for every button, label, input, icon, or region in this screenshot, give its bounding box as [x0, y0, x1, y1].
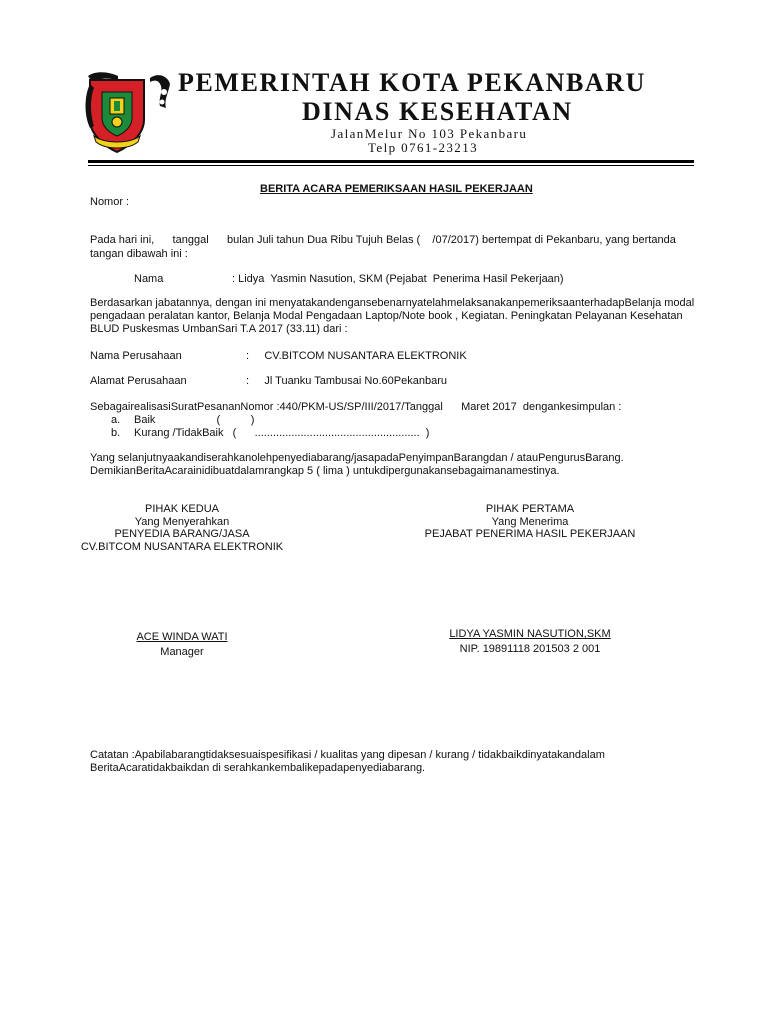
nama-label: Nama: [134, 273, 164, 285]
nomor-label: Nomor :: [90, 196, 130, 208]
alamat-label: Alamat Perusahaan: [90, 375, 187, 387]
alamat-value: : Jl Tuanku Tambusai No.60Pekanbaru: [246, 375, 447, 387]
option-b-mark: b.: [111, 427, 121, 439]
letterhead-phone: Telp 0761-23213: [368, 140, 478, 155]
option-a-mark: a.: [111, 414, 121, 426]
pekanbaru-crest-icon: [84, 70, 174, 154]
perusahaan-value: : CV.BITCOM NUSANTARA ELEKTRONIK: [246, 350, 467, 362]
intro-line-1: Pada hari ini, tanggal bulan Juli tahun Dua Ribu Tujuh Belas ( /07/2017) bertempat di Pekanbaru, yang bertanda: [90, 234, 676, 246]
perusahaan-label: Nama Perusahaan: [90, 350, 182, 362]
option-a-text: Baik ( ): [134, 414, 255, 426]
left-sign-heading: PIHAK KEDUA: [145, 503, 219, 515]
right-sign-nip: NIP. 19891118 201503 2 001: [459, 643, 601, 655]
basis-line-3: BLUD Puskesmas UmbanSari T.A 2017 (33.11) dari :: [90, 323, 348, 335]
nama-value: : Lidya Yasmin Nasution, SKM (Pejabat Penerima Hasil Pekerjaan): [232, 273, 564, 285]
left-sign-party: PENYEDIA BARANG/JASA: [114, 528, 250, 540]
left-sign-position: Manager: [160, 646, 204, 658]
left-sign-role: Yang Menyerahkan: [134, 516, 230, 528]
basis-line-2: pengadaan peralatan kantor, Belanja Modal Pengadaan Laptop/Note book , Kegiatan. Peningkatan Pelayanan Kesehatan: [90, 310, 683, 322]
letterhead-rule: [88, 160, 694, 163]
left-sign-company: CV.BITCOM NUSANTARA ELEKTRONIK: [80, 541, 284, 553]
note-line-1: Catatan :Apabilabarangtidaksesuaispesifikasi / kualitas yang dipesan / kurang / tidakbaikdinyatakandalam: [90, 749, 605, 761]
right-sign-heading: PIHAK PERTAMA: [485, 503, 575, 515]
letterhead-address: JalanMelur No 103 Pekanbaru: [331, 126, 528, 141]
handover-line-2: DemikianBeritaAcarainidibuatdalamrangkap 5 ( lima ) untukdipergunakansebagaimanamestinya.: [90, 465, 560, 477]
right-sign-party: PEJABAT PENERIMA HASIL PEKERJAAN: [424, 528, 636, 540]
note-line-2: BeritaAcaratidakbaikdan di serahkankembalikepadapenyediabarang.: [90, 762, 426, 774]
letterhead-line1: PEMERINTAH KOTA PEKANBARU: [178, 68, 647, 97]
basis-line-1: Berdasarkan jabatannya, dengan ini menyatakandengansebenarnyatelahmelaksanakanpemeriksaanterhadapBelanja modal: [90, 297, 695, 309]
letterhead-line2: DINAS KESEHATAN: [302, 97, 573, 126]
option-b-text: Kurang /TidakBaik ( ...................................................... ): [134, 427, 430, 439]
realisasi-line: SebagairealisasiSuratPesananNomor :440/PKM-US/SP/III/2017/Tanggal Maret 2017 dengankesimpulan :: [90, 401, 622, 413]
right-sign-role: Yang Menerima: [491, 516, 569, 528]
document-title: BERITA ACARA PEMERIKSAAN HASIL PEKERJAAN: [260, 183, 533, 195]
left-sign-name: ACE WINDA WATI: [136, 631, 228, 643]
intro-line-2: tangan dibawah ini :: [90, 248, 188, 260]
letterhead-rule-thin: [88, 165, 694, 166]
right-sign-name: LIDYA YASMIN NASUTION,SKM: [449, 628, 611, 640]
handover-line-1: Yang selanjutnyaakandiserahkanolehpenyediabarang/jasapadaPenyimpanBarangdan / atauPengurusBarang.: [90, 452, 624, 464]
